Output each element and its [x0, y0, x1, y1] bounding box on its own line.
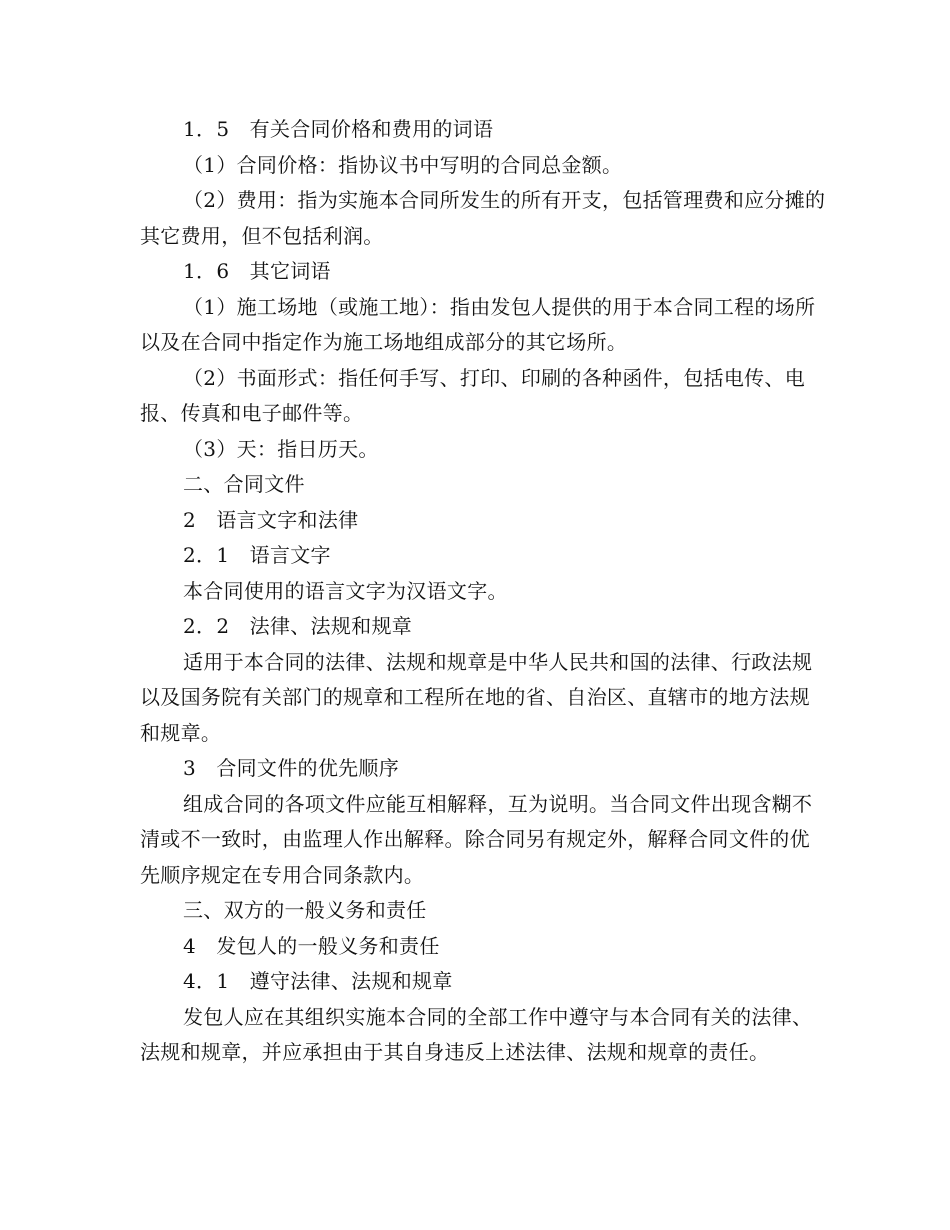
definition-costs: （2）费用：指为实施本合同所发生的所有开支，包括管理费和应分摊的其它费用，但不包括利润。 [140, 188, 826, 248]
document-priority-clause: 组成合同的各项文件应能互相解释，互为说明。当合同文件出现含糊不清或不一致时，由监理人作出解释。除合同另有规定外，解释合同文件的优先顺序规定在专用合同条款内。 [140, 791, 813, 887]
section-heading-4-1: 4．1 遵守法律、法规和规章 [183, 969, 453, 993]
laws-clause: 适用于本合同的法律、法规和规章是中华人民共和国的法律、行政法规以及国务院有关部门的规章和工程所在地的省、自治区、直辖市的地方法规和规章。 [140, 649, 813, 745]
language-clause: 本合同使用的语言文字为汉语文字。 [183, 578, 508, 603]
compliance-clause: 发包人应在其组织实施本合同的全部工作中遵守与本合同有关的法律、法规和规章，并应承担由于其自身违反上述法律、法规和规章的责任。 [140, 1004, 813, 1064]
chapter-heading-contract-documents: 二、合同文件 [183, 472, 305, 496]
section-heading-3: 3 合同文件的优先顺序 [183, 756, 400, 780]
definition-contract-price: （1）合同价格：指协议书中写明的合同总金额。 [183, 152, 623, 177]
section-heading-4: 4 发包人的一般义务和责任 [183, 933, 440, 958]
document-body [140, 112, 830, 1071]
definition-construction-site: （1）施工场地（或施工地）：指由发包人提供的用于本合同工程的场所以及在合同中指定作为施工场地组成部分的其它场所。 [140, 294, 816, 354]
section-heading-2-1: 2．1 语言文字 [183, 543, 331, 567]
section-heading-2-2: 2．2 法律、法规和规章 [183, 614, 413, 638]
definition-day: （3）天：指日历天。 [183, 436, 379, 461]
section-heading-1-6: 1．6 其它词语 [183, 259, 331, 283]
section-heading-2: 2 语言文字和法律 [183, 507, 359, 532]
definition-written-form: （2）书面形式：指任何手写、打印、印刷的各种函件，包括电传、电报、传真和电子邮件等。 [140, 365, 806, 425]
section-heading-1-5: 1．5 有关合同价格和费用的词语 [183, 117, 494, 141]
chapter-heading-obligations: 三、双方的一般义务和责任 [183, 898, 427, 922]
